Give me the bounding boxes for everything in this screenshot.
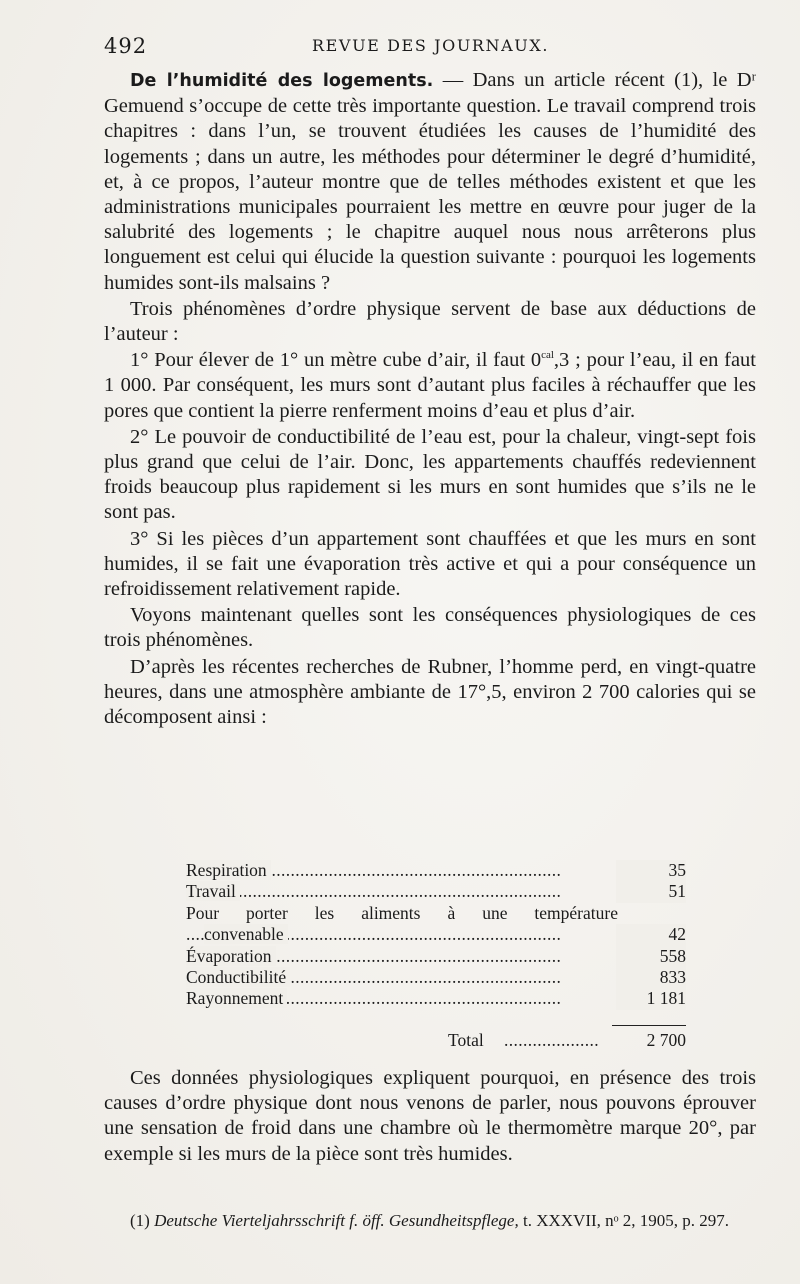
article-body-continued [104, 1066, 756, 1167]
row-value: 1 181 [616, 988, 686, 1009]
total-label: Total [448, 1030, 484, 1050]
section-title: De l’humidité des logements. [130, 71, 434, 91]
row-value: 35 [616, 860, 686, 881]
table-row [186, 988, 686, 1009]
paragraph-3-text-b: ,3 ; pour l’eau, il en faut 1 000. Par conséquent, les murs sont d’autant plus faciles à réchauffer que les pores que contient la pierre renferment moins d’eau et plus d’air. [104, 349, 757, 422]
footnote-marker: (1) [130, 1211, 155, 1230]
paragraph-6: Voyons maintenant quelles sont les conséquences physiologiques de ces trois phénomènes. [104, 604, 756, 652]
paragraph-1 [104, 68, 756, 296]
row-value: 833 [616, 967, 686, 988]
row-value: 42 [616, 924, 686, 945]
row-label: Respiration [186, 860, 271, 880]
table-row [186, 924, 686, 945]
paragraph-5: 3° Si les pièces d’un appartement sont chauffées et que les murs en sont humides, il se fait une évaporation très active et qui a pour conséquence un refroidissement relativement rapide. [104, 527, 756, 601]
row-label: Travail [186, 881, 240, 901]
row-value: 51 [616, 881, 686, 902]
footnote [104, 1210, 764, 1232]
paragraph-3-text-a: 1° Pour élever de 1° un mètre cube d’air, il faut 0 [130, 349, 542, 372]
footnote-rest: t. XXXVII, nᵒ 2, 1905, p. 297. [518, 1211, 730, 1230]
calorie-unit: cal [541, 349, 554, 362]
row-label: Évaporation [186, 946, 276, 966]
row-label: Rayonnement [186, 988, 287, 1008]
table-row [186, 881, 686, 902]
row-label: Pour porter les aliments à une température [186, 902, 618, 923]
row-label: Conductibilité [186, 967, 290, 987]
total-rule [612, 1025, 686, 1026]
page-number: 492 [104, 34, 148, 58]
running-title: REVUE DES JOURNAUX. [312, 36, 550, 55]
total-value: 2 700 [646, 1030, 686, 1050]
table-row [186, 903, 686, 924]
paragraph-7: D’après les récentes recherches de Rubner, l’homme perd, en vingt-quatre heures, dans une atmosphère ambiante de 17°,5, environ 2 700 calories qui se décomposent ainsi : [104, 655, 756, 729]
article-body [104, 68, 756, 730]
table-row [186, 946, 686, 967]
table-row [186, 860, 686, 881]
calorie-table [186, 860, 686, 1050]
footnote-source: Deutsche Vierteljahrsschrift f. öff. Gesundheitspflege, [154, 1211, 519, 1230]
paragraph-3 [104, 348, 756, 424]
paragraph-4: 2° Le pouvoir de conductibilité de l’eau est, pour la chaleur, vingt-sept fois plus grand que celui de l’air. Donc, les appartements chauffés redeviennent froids beaucoup plus rapidement si les murs en sont humides que s’ils ne le sont pas. [104, 425, 756, 524]
row-label: convenable [204, 924, 288, 944]
paragraph-8: Ces données physiologiques expliquent pourquoi, en présence des trois causes d’ordre physique dont nous venons de parler, nous pouvons éprouver une sensation de froid dans une chambre où le thermomètre marque 20°, par exemple si les murs de la pièce sont très humides. [104, 1067, 756, 1165]
table-row [186, 967, 686, 988]
running-header [104, 34, 756, 62]
total-row [448, 1030, 686, 1052]
paragraph-2: Trois phénomènes d’ordre physique servent de base aux déductions de l’auteur : [104, 297, 756, 346]
row-value: 558 [616, 946, 686, 967]
paragraph-1-text: — Dans un article récent (1), le Dʳ Gemuend s’occupe de cette très importante question. Le travail comprend trois chapitres : dans l’un, se trouvent étudiées les causes de l’humidité des logements ; dans un autre, les méthodes pour déterminer le degré d’humidité, et, à ce propos, l’auteur montre que de telles méthodes existent et que les administrations municipales pourraient les mettre en œuvre pour juger de la salubrité des logements ; le chapitre auquel nous nous arrêterons plus longuement est celui qui élucide la question suivante : pourquoi les logements humides sont-ils malsains ? [104, 69, 757, 294]
